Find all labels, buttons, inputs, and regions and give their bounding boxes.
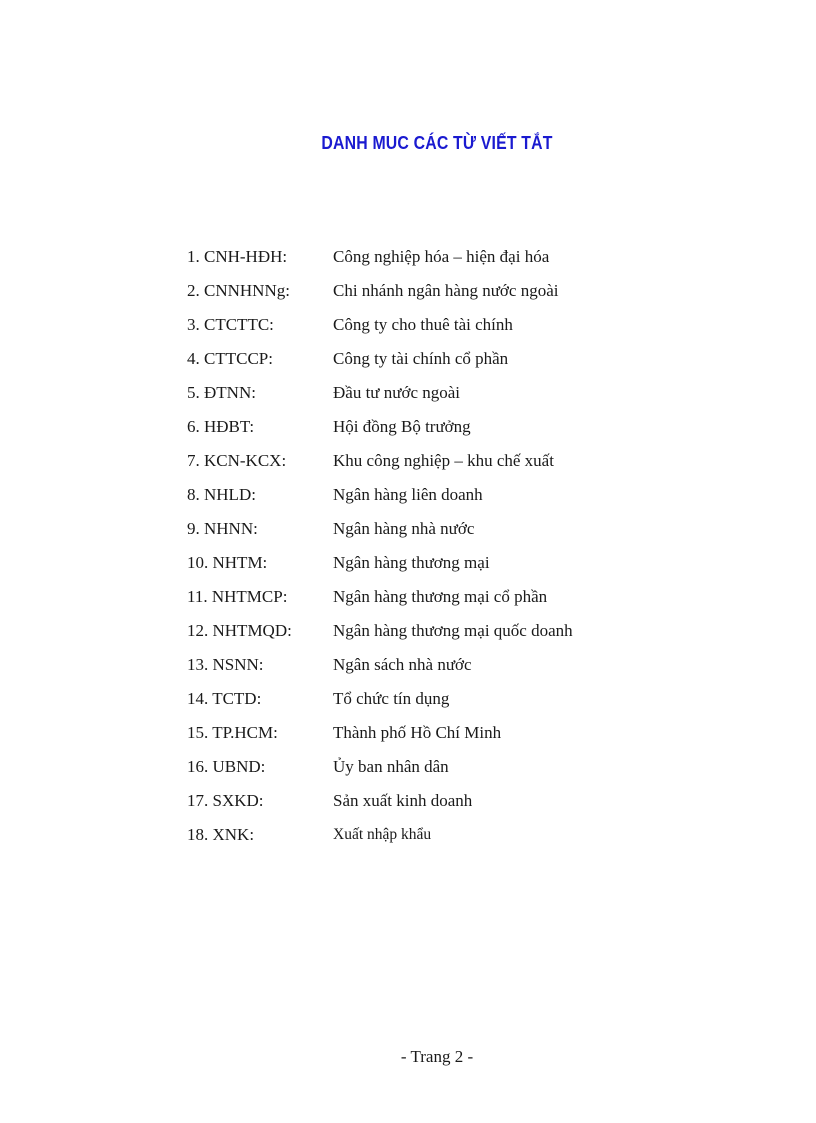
abbreviation-row bbox=[187, 313, 633, 347]
abbreviation-term: 3. CTCTTC: bbox=[187, 315, 274, 334]
abbreviation-term: 12. NHTMQD: bbox=[187, 621, 292, 640]
abbreviation-row bbox=[187, 687, 633, 721]
abbreviation-row bbox=[187, 483, 633, 517]
abbreviation-row bbox=[187, 415, 633, 449]
abbreviation-meaning: Ngân hàng nhà nước bbox=[333, 519, 475, 538]
abbreviation-meaning: Đầu tư nước ngoài bbox=[333, 383, 461, 402]
abbreviation-meaning: Hội đồng Bộ trưởng bbox=[333, 417, 471, 436]
abbreviation-row bbox=[187, 381, 633, 415]
abbreviation-term: 5. ĐTNN: bbox=[187, 383, 256, 402]
abbreviation-meaning: Tổ chức tín dụng bbox=[333, 689, 450, 708]
abbreviation-term: 8. NHLD: bbox=[187, 485, 256, 504]
abbreviation-meaning: Khu công nghiệp – khu chế xuất bbox=[333, 451, 554, 470]
page-title: DANH MUC CÁC TỪ VIẾT TẮT bbox=[321, 133, 553, 153]
abbreviation-term: 15. TP.HCM: bbox=[187, 723, 278, 742]
abbreviation-meaning: Thành phố Hồ Chí Minh bbox=[333, 723, 502, 742]
abbreviation-term: 6. HĐBT: bbox=[187, 417, 255, 436]
abbreviation-meaning: Xuất nhập khẩu bbox=[333, 826, 432, 843]
abbreviation-term: 13. NSNN: bbox=[187, 655, 264, 674]
abbreviation-meaning: Công ty cho thuê tài chính bbox=[333, 315, 513, 334]
abbreviation-row bbox=[187, 619, 633, 653]
abbreviation-row bbox=[187, 823, 633, 857]
abbreviation-term: 18. XNK: bbox=[187, 825, 255, 844]
abbreviation-term: 9. NHNN: bbox=[187, 519, 258, 538]
abbreviation-row bbox=[187, 653, 633, 687]
abbreviation-term: 14. TCTD: bbox=[187, 689, 262, 708]
page-number: - Trang 2 - bbox=[400, 1047, 474, 1066]
abbreviation-meaning: Công nghiệp hóa – hiện đại hóa bbox=[333, 247, 550, 266]
abbreviation-meaning: Ngân hàng liên doanh bbox=[333, 485, 483, 504]
abbreviation-term: 16. UBND: bbox=[187, 757, 266, 776]
abbreviation-meaning: Sản xuất kinh doanh bbox=[333, 791, 473, 810]
abbreviation-meaning: Ngân hàng thương mại quốc doanh bbox=[333, 621, 573, 640]
abbreviation-term: 2. CNNHNNg: bbox=[187, 281, 290, 300]
abbreviation-row bbox=[187, 585, 633, 619]
abbreviation-meaning: Ngân hàng thương mại bbox=[333, 553, 490, 572]
abbreviation-term: 11. NHTMCP: bbox=[187, 587, 288, 606]
abbreviation-meaning: Ủy ban nhân dân bbox=[333, 757, 449, 776]
abbreviation-row bbox=[187, 789, 633, 823]
abbreviation-row bbox=[187, 517, 633, 551]
abbreviation-row bbox=[187, 551, 633, 585]
abbreviation-term: 4. CTTCCP: bbox=[187, 349, 273, 368]
abbreviation-row bbox=[187, 721, 633, 755]
abbreviation-meaning: Chi nhánh ngân hàng nước ngoài bbox=[333, 281, 559, 300]
abbreviation-list bbox=[187, 245, 633, 857]
abbreviation-row bbox=[187, 245, 633, 279]
abbreviation-meaning: Công ty tài chính cổ phần bbox=[333, 349, 509, 368]
abbreviation-term: 1. CNH-HĐH: bbox=[187, 247, 288, 266]
abbreviation-row bbox=[187, 755, 633, 789]
abbreviation-term: 10. NHTM: bbox=[187, 553, 268, 572]
abbreviation-term: 7. KCN-KCX: bbox=[187, 451, 287, 470]
abbreviation-row bbox=[187, 279, 633, 313]
abbreviation-meaning: Ngân sách nhà nước bbox=[333, 655, 472, 674]
abbreviation-row bbox=[187, 347, 633, 381]
abbreviation-row bbox=[187, 449, 633, 483]
abbreviation-meaning: Ngân hàng thương mại cổ phần bbox=[333, 587, 548, 606]
abbreviation-term: 17. SXKD: bbox=[187, 791, 264, 810]
